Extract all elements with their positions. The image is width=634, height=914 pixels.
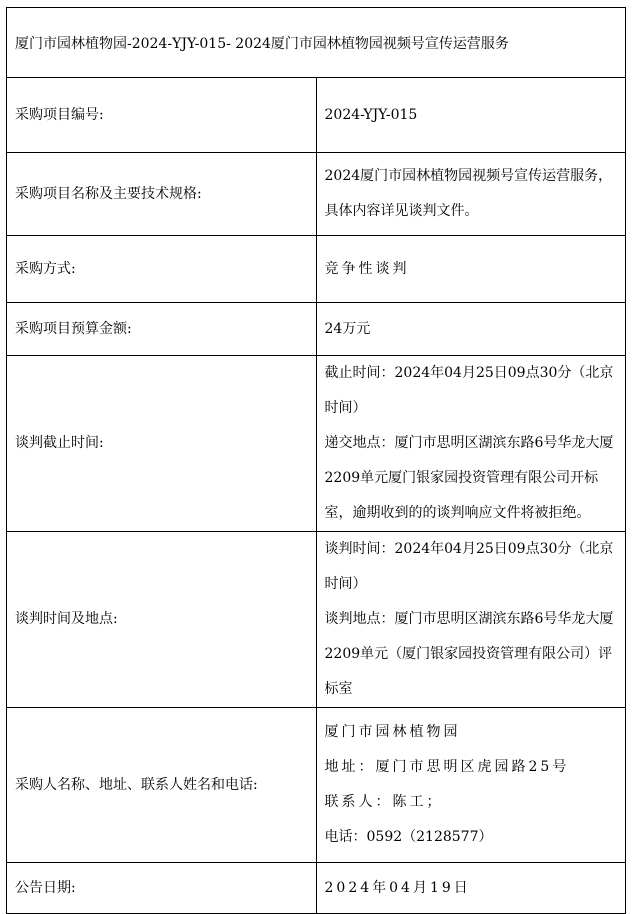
project-name-value bbox=[316, 153, 626, 236]
deadline-value bbox=[316, 356, 626, 532]
table-row bbox=[7, 532, 626, 708]
negotiation-time: 谈判时间：2024年04月25日09点30分（北京时间） bbox=[324, 541, 614, 592]
deadline-time: 截止时间：2024年04月25日09点30分（北京时间） bbox=[324, 365, 614, 416]
table-row bbox=[7, 153, 626, 236]
purchaser-contact: 联系人：陈工； bbox=[324, 794, 444, 810]
procurement-method-label: 采购方式: bbox=[7, 236, 317, 303]
notice-table bbox=[6, 7, 626, 914]
table-row bbox=[7, 236, 626, 303]
value-line: 2024厦门市园林植物园视频号宣传运营服务，具体内容详见谈判文件。 bbox=[324, 168, 613, 219]
deadline-label: 谈判截止时间: bbox=[7, 356, 317, 532]
negotiation-location: 谈判地点：厦门市思明区湖滨东路6号华龙大厦2209单元（厦门银家园投资管理有限公司）评标室 bbox=[324, 611, 614, 697]
purchaser-name: 厦门市园林植物园 bbox=[324, 724, 461, 740]
table-row bbox=[7, 78, 626, 153]
negotiation-label: 谈判时间及地点: bbox=[7, 532, 317, 708]
table-row bbox=[7, 303, 626, 356]
purchaser-address: 地址：厦门市思明区虎园路25号 bbox=[324, 759, 570, 775]
procurement-notice bbox=[6, 7, 626, 914]
project-number-value bbox=[316, 78, 626, 153]
purchaser-label: 采购人名称、地址、联系人姓名和电话: bbox=[7, 708, 317, 863]
table-row bbox=[7, 356, 626, 532]
value-line: 2024年04月19日 bbox=[324, 879, 471, 896]
announcement-date-label: 公告日期: bbox=[7, 863, 317, 914]
purchaser-phone: 电话：0592（2128577） bbox=[324, 829, 493, 845]
submission-location: 递交地点：厦门市思明区湖滨东路6号华龙大厦2209单元厦门银家园投资管理有限公司开标室，逾期收到的的谈判响应文件将被拒绝。 bbox=[324, 435, 614, 521]
title-row bbox=[7, 8, 626, 78]
table-row bbox=[7, 863, 626, 914]
budget-label: 采购项目预算金额: bbox=[7, 303, 317, 356]
purchaser-value bbox=[316, 708, 626, 863]
value-line: 24万元 bbox=[324, 320, 371, 337]
value-line: 2024-YJY-015 bbox=[324, 106, 418, 123]
negotiation-value bbox=[316, 532, 626, 708]
table-row bbox=[7, 708, 626, 863]
procurement-method-value bbox=[316, 236, 626, 303]
budget-value bbox=[316, 303, 626, 356]
notice-title: 厦门市园林植物园-2024-YJY-015- 2024厦门市园林植物园视频号宣传运营服务 bbox=[7, 8, 626, 78]
project-number-label: 采购项目编号: bbox=[7, 78, 317, 153]
value-line: 竞争性谈判 bbox=[324, 260, 410, 277]
project-name-label: 采购项目名称及主要技术规格: bbox=[7, 153, 317, 236]
announcement-date-value bbox=[316, 863, 626, 914]
